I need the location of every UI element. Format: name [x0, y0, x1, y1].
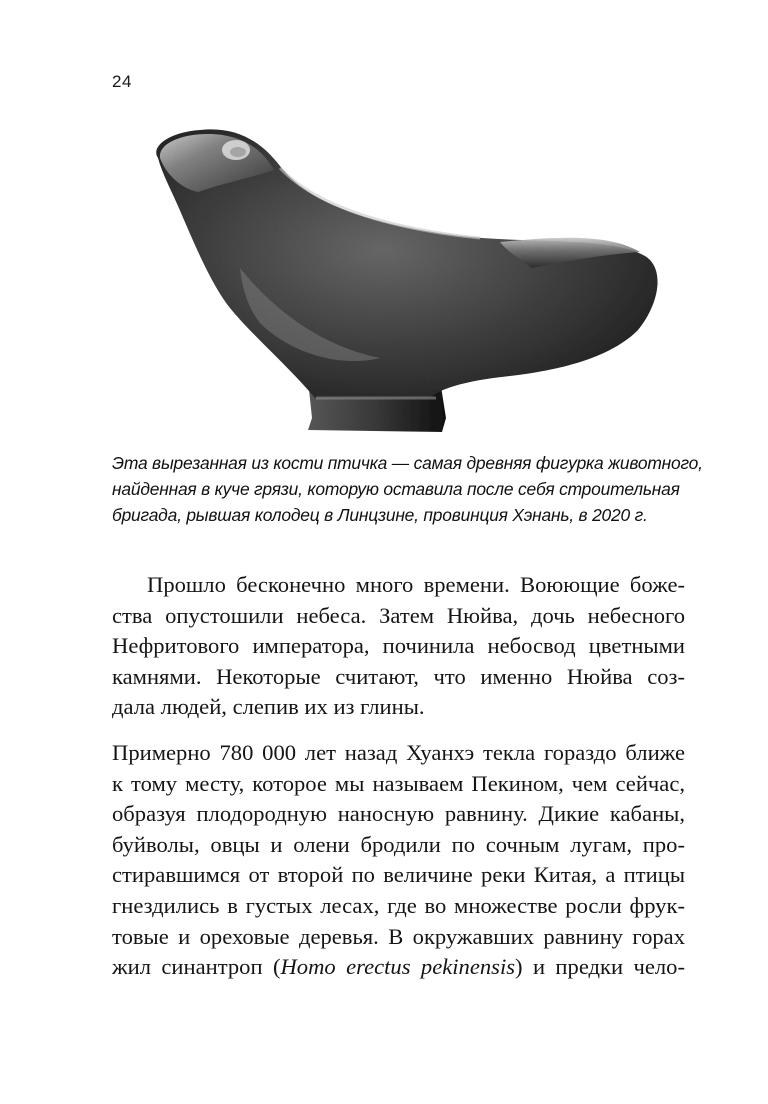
species-name-italic: Homo erectus pekinensis — [280, 954, 516, 980]
paragraph-line: Примерно 780 000 лет назад Хуанхэ текла гораздо ближе — [112, 740, 685, 765]
paragraph-line: к тому месту, которое мы называем Пекином, чем сейчас, — [112, 770, 685, 796]
paragraph-last-line — [112, 952, 685, 983]
last-line-end: ) и предки чело- — [515, 954, 685, 980]
paragraph-line: дала людей, слепив их из глины. — [112, 694, 425, 720]
paragraph-line: ства опустошили небеса. Затем Нюйва, дочь небесного — [112, 602, 685, 628]
paragraph-peking-man — [112, 738, 685, 983]
bone-bird-figurine-photo — [140, 118, 670, 440]
paragraph-line: гнездились в густых лесах, где во множестве росли фрук- — [112, 892, 685, 918]
paragraph-line: образуя плодородную наносную равнину. Дикие кабаны, — [112, 801, 685, 827]
bird-figurine-image — [140, 118, 670, 440]
paragraph-line: Нефритового императора, починила небосвод цветными — [112, 633, 685, 659]
paragraph-creation-myth — [112, 570, 685, 723]
caption-line: Эта вырезанная из кости птичка — самая древняя фигурка животного, — [112, 453, 703, 473]
paragraph-line: Прошло бесконечно много времени. Воюющие боже- — [147, 572, 685, 597]
figure-caption — [112, 450, 712, 528]
caption-line: найденная в куче грязи, которую оставила после себя строительная — [112, 479, 680, 499]
last-line-start: жил синантроп ( — [112, 954, 281, 980]
page-number: 24 — [112, 72, 132, 91]
paragraph-line: товые и ореховые деревья. В окружавших равнину горах — [112, 923, 685, 949]
paragraph-line: камнями. Некоторые считают, что именно Нюйва соз- — [112, 663, 685, 689]
paragraph-line: буйволы, овцы и олени бродили по сочным лугам, про- — [112, 831, 685, 857]
caption-line: бригада, рывшая колодец в Линцзине, провинция Хэнань, в 2020 г. — [112, 505, 648, 525]
paragraph-line: стиравшимся от второй по величине реки Китая, а птицы — [112, 862, 685, 888]
